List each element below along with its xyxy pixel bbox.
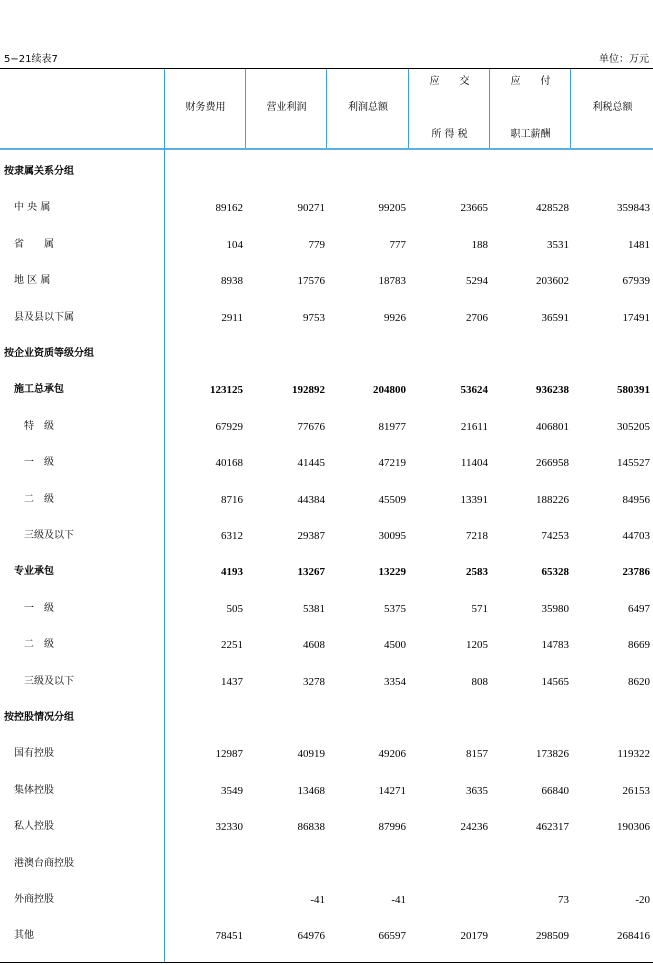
table-cell: 1205 (466, 639, 488, 652)
table-cell: 66840 (541, 784, 569, 797)
header-divider (326, 69, 327, 148)
table-cell: 45509 (378, 493, 406, 506)
table-cell: 49206 (378, 748, 406, 761)
table-cell: 32330 (215, 821, 243, 834)
table-row (0, 296, 653, 332)
table-cell: 13229 (378, 566, 406, 579)
table-cell: 505 (226, 602, 243, 615)
table-cell: 5294 (466, 275, 488, 288)
table-cell: -20 (635, 894, 650, 906)
column-header-income-tax-line2: 所 得 税 (431, 129, 468, 140)
table-cell: 104 (226, 238, 243, 251)
table-cell: -41 (310, 894, 325, 906)
table-number: 5−21续表7 (4, 54, 58, 65)
table-cell: -41 (391, 894, 406, 906)
row-label: 三级及以下 (24, 675, 74, 687)
table-cell: 5375 (384, 602, 406, 615)
table-cell: 8669 (628, 639, 650, 652)
column-header-payroll-line1: 应 付 (510, 76, 551, 87)
table-cell: 44703 (622, 530, 650, 542)
table-cell: 188226 (536, 493, 569, 506)
table-cell: 580391 (617, 384, 650, 397)
table-cell: 12987 (215, 748, 243, 761)
table-cell: 77676 (297, 420, 325, 433)
table-row (0, 259, 653, 295)
table-cell: 571 (471, 602, 488, 615)
table-cell: 17491 (622, 311, 650, 324)
table-row (0, 914, 653, 950)
table-cell: 67929 (215, 420, 243, 433)
table-cell: 30095 (378, 530, 406, 542)
table-cell: 266958 (536, 457, 569, 470)
table-row (0, 587, 653, 623)
table-cell: 1481 (628, 238, 650, 251)
table-cell: 40168 (215, 457, 243, 470)
table-cell: 145527 (617, 457, 650, 470)
table-row (0, 223, 653, 259)
table-caption (4, 54, 649, 66)
table-cell: 29387 (297, 530, 325, 542)
row-label: 按控股情况分组 (4, 712, 74, 723)
table-cell: 2583 (466, 566, 488, 579)
table-cell: 26153 (622, 784, 650, 797)
row-label: 私人控股 (14, 821, 54, 833)
table-row (0, 405, 653, 441)
table-row (0, 769, 653, 805)
table-cell: 7218 (466, 530, 488, 542)
column-header-tax-total: 利税总额 (592, 102, 633, 113)
table-cell: 188 (471, 238, 488, 251)
table-cell: 18783 (378, 275, 406, 288)
table-cell: 84956 (622, 493, 650, 506)
table-cell: 3531 (547, 238, 569, 251)
table-cell: 6497 (628, 602, 650, 615)
row-label: 施工总承包 (14, 384, 64, 396)
table-cell: 123125 (210, 384, 243, 397)
table-cell: 268416 (617, 930, 650, 943)
table-cell: 40919 (297, 748, 325, 761)
row-label: 集体控股 (14, 784, 54, 796)
table-cell: 204800 (373, 384, 406, 397)
group-heading-row (0, 332, 653, 368)
table-cell: 8938 (221, 275, 243, 288)
row-label: 省 属 (14, 238, 54, 250)
row-label: 二 级 (24, 639, 54, 651)
table-cell: 36591 (541, 311, 569, 324)
table-cell: 298509 (536, 930, 569, 943)
table-cell: 192892 (292, 384, 325, 397)
row-label: 国有控股 (14, 748, 54, 760)
table-cell: 808 (471, 675, 488, 688)
table-cell: 23665 (460, 202, 488, 215)
row-label: 地 区 属 (14, 275, 51, 287)
table-cell: 2706 (466, 311, 488, 324)
row-label: 一 级 (24, 457, 54, 469)
column-header-income-tax-line1: 应 交 (429, 76, 470, 87)
table-cell: 2911 (221, 311, 243, 324)
header-divider (570, 69, 571, 148)
table-cell: 14271 (378, 784, 406, 797)
table-cell: 406801 (536, 420, 569, 433)
table-cell: 4193 (221, 566, 243, 579)
table-cell: 74253 (541, 530, 569, 542)
table-row (0, 842, 653, 878)
table-cell: 20179 (460, 930, 488, 943)
row-label: 二 级 (24, 493, 54, 505)
table-cell: 53624 (460, 384, 488, 397)
row-label: 县及县以下属 (14, 311, 74, 323)
table-cell: 89162 (215, 202, 243, 215)
table-row (0, 660, 653, 696)
table-cell: 11404 (460, 457, 488, 470)
table-cell: 3549 (221, 784, 243, 797)
table-bottom-rule (0, 962, 653, 963)
table-row (0, 550, 653, 586)
table-cell: 13391 (460, 493, 488, 506)
row-label: 专业承包 (14, 566, 54, 578)
unit-label: 单位：万元 (599, 54, 649, 65)
table-cell: 4608 (303, 639, 325, 652)
table-cell: 779 (308, 238, 325, 251)
table-row (0, 623, 653, 659)
table-cell: 119322 (617, 748, 650, 761)
table-row (0, 186, 653, 222)
table-row (0, 441, 653, 477)
table-cell: 17576 (297, 275, 325, 288)
table-cell: 21611 (460, 420, 488, 433)
table-cell: 47219 (378, 457, 406, 470)
table-cell: 428528 (536, 202, 569, 215)
column-header-operating-profit: 营业利润 (266, 102, 307, 113)
table-cell: 3278 (303, 675, 325, 688)
row-label: 中 央 属 (14, 202, 51, 214)
row-label: 外商控股 (14, 894, 54, 905)
table-cell: 41445 (297, 457, 325, 470)
table-cell: 8620 (628, 675, 650, 688)
table-cell: 86838 (297, 821, 325, 834)
row-label: 一 级 (24, 602, 54, 614)
header-divider (489, 69, 490, 148)
table-row (0, 878, 653, 914)
table-cell: 5381 (303, 602, 325, 615)
table-row (0, 514, 653, 550)
table-row (0, 732, 653, 768)
row-label: 其他 (14, 930, 34, 942)
table-cell: 203602 (536, 275, 569, 288)
table-cell: 73 (558, 894, 569, 906)
table-cell: 66597 (378, 930, 406, 943)
table-cell: 936238 (536, 384, 569, 397)
column-header-payroll-line2: 职工薪酬 (510, 129, 551, 140)
table-cell: 65328 (541, 566, 569, 579)
table-cell: 23786 (622, 566, 650, 579)
table-cell: 13468 (297, 784, 325, 797)
table-cell: 190306 (617, 821, 650, 834)
table-cell: 3354 (384, 675, 406, 688)
table-cell: 777 (389, 238, 406, 251)
table-cell: 3635 (466, 784, 488, 797)
table-cell: 99205 (378, 202, 406, 215)
table-cell: 462317 (536, 821, 569, 834)
header-divider (245, 69, 246, 148)
column-header-total-profit: 利润总额 (348, 102, 388, 113)
table-row (0, 805, 653, 841)
table-cell: 9753 (303, 311, 325, 324)
table-cell: 2251 (221, 639, 243, 652)
group-heading-row (0, 150, 653, 186)
table-row (0, 478, 653, 514)
table-cell: 64976 (297, 930, 325, 943)
row-label: 特 级 (24, 420, 54, 432)
table-cell: 14565 (541, 675, 569, 688)
row-label: 按企业资质等级分组 (4, 348, 94, 359)
table-cell: 44384 (297, 493, 325, 506)
table-cell: 1437 (221, 675, 243, 688)
table-cell: 4500 (384, 639, 406, 652)
table-cell: 81977 (378, 420, 406, 433)
column-header-finance-cost: 财务费用 (185, 102, 226, 113)
header-divider (408, 69, 409, 148)
row-label: 港澳台商控股 (14, 857, 74, 869)
table-cell: 24236 (460, 821, 488, 834)
row-label: 三级及以下 (24, 530, 74, 541)
table-cell: 173826 (536, 748, 569, 761)
table-row (0, 368, 653, 404)
table-cell: 13267 (297, 566, 325, 579)
table-cell: 359843 (617, 202, 650, 215)
table-cell: 87996 (378, 821, 406, 834)
table-cell: 67939 (622, 275, 650, 288)
table-cell: 6312 (221, 530, 243, 542)
table-cell: 9926 (384, 311, 406, 324)
table-cell: 78451 (215, 930, 243, 943)
table-cell: 90271 (297, 202, 325, 215)
table-cell: 305205 (617, 420, 650, 433)
row-label: 按隶属关系分组 (4, 166, 74, 177)
table-cell: 8716 (221, 493, 243, 506)
group-heading-row (0, 696, 653, 732)
table-cell: 8157 (466, 748, 488, 761)
table-cell: 14783 (541, 639, 569, 652)
table-cell: 35980 (541, 602, 569, 615)
